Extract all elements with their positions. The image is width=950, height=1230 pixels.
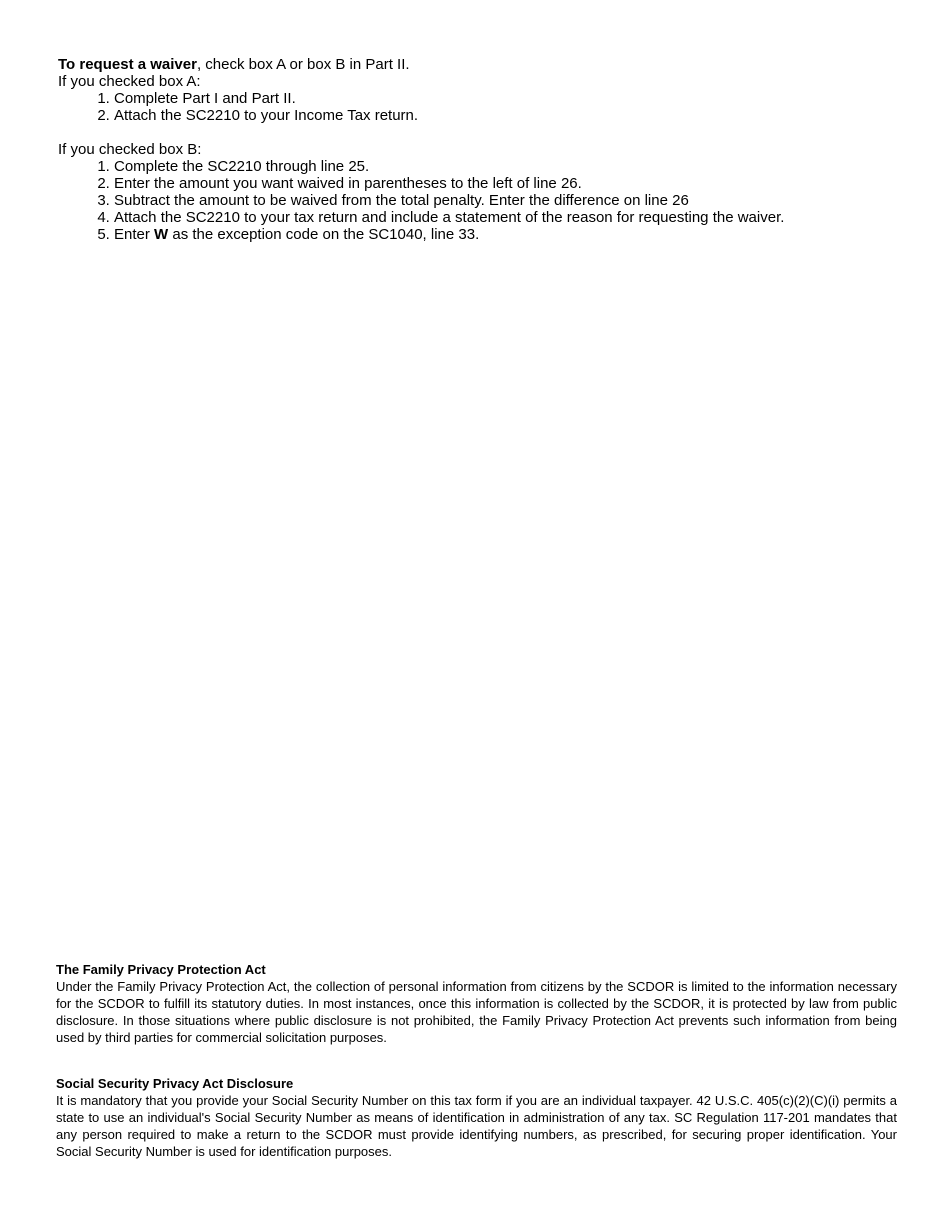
box-b-step xyxy=(114,226,898,243)
box-b-steps xyxy=(58,158,898,243)
family-privacy-body: Under the Family Privacy Protection Act, the collection of personal information from citizens by the SCDOR is limited to the information necessary for the SCDOR to fulfill its statutory duties. In most instances, once this information is collected by the SCDOR, it is protected by law from public disclosure. In those situations where public disclosure is not prohibited, the Family Privacy Protection Act prevents such information from being used by third parties for commercial solicitation purposes. xyxy=(56,979,897,1045)
waiver-intro xyxy=(58,56,898,73)
family-privacy-title: The Family Privacy Protection Act xyxy=(56,962,266,977)
box-b-step: 4. Attach the SC2210 to your tax return and include a statement of the reason for requesting the waiver. xyxy=(114,209,898,226)
waiver-intro-bold: To request a waiver xyxy=(58,56,197,73)
family-privacy-section xyxy=(56,961,897,1046)
ssn-privacy-body: It is mandatory that you provide your Social Security Number on this tax form if you are an individual taxpayer. 42 U.S.C. 405(c)(2)(C)(i) permits a state to use an individual's Social Security Number as means of identification in administration of any tax. SC Regulation 117-201 mandates that any person required to make a return to the SCDOR must provide identifying numbers, as prescribed, for securing proper identification. Your Social Security Number is used for identification purposes. xyxy=(56,1093,897,1159)
step5-bold: W xyxy=(154,226,169,243)
ssn-privacy-title: Social Security Privacy Act Disclosure xyxy=(56,1076,294,1091)
box-b-heading: If you checked box B: xyxy=(58,141,202,158)
step5-suffix: as the exception code on the SC1040, line 33. xyxy=(168,226,480,243)
box-b-step: 3. Subtract the amount to be waived from the total penalty. Enter the difference on line 26 xyxy=(114,192,898,209)
box-b-step: 2. Enter the amount you want waived in parentheses to the left of line 26. xyxy=(114,175,898,192)
step5-prefix: Enter xyxy=(114,226,155,243)
spacer xyxy=(58,124,898,141)
box-a-step: 2. Attach the SC2210 to your Income Tax return. xyxy=(114,107,898,124)
box-a-steps xyxy=(58,90,898,124)
box-a-heading: If you checked box A: xyxy=(58,73,201,90)
box-b-step: 1. Complete the SC2210 through line 25. xyxy=(114,158,898,175)
waiver-instructions xyxy=(58,56,898,243)
waiver-intro-rest: , check box A or box B in Part II. xyxy=(196,56,410,73)
ssn-privacy-section xyxy=(56,1075,897,1160)
box-a-step: 1. Complete Part I and Part II. xyxy=(114,90,898,107)
